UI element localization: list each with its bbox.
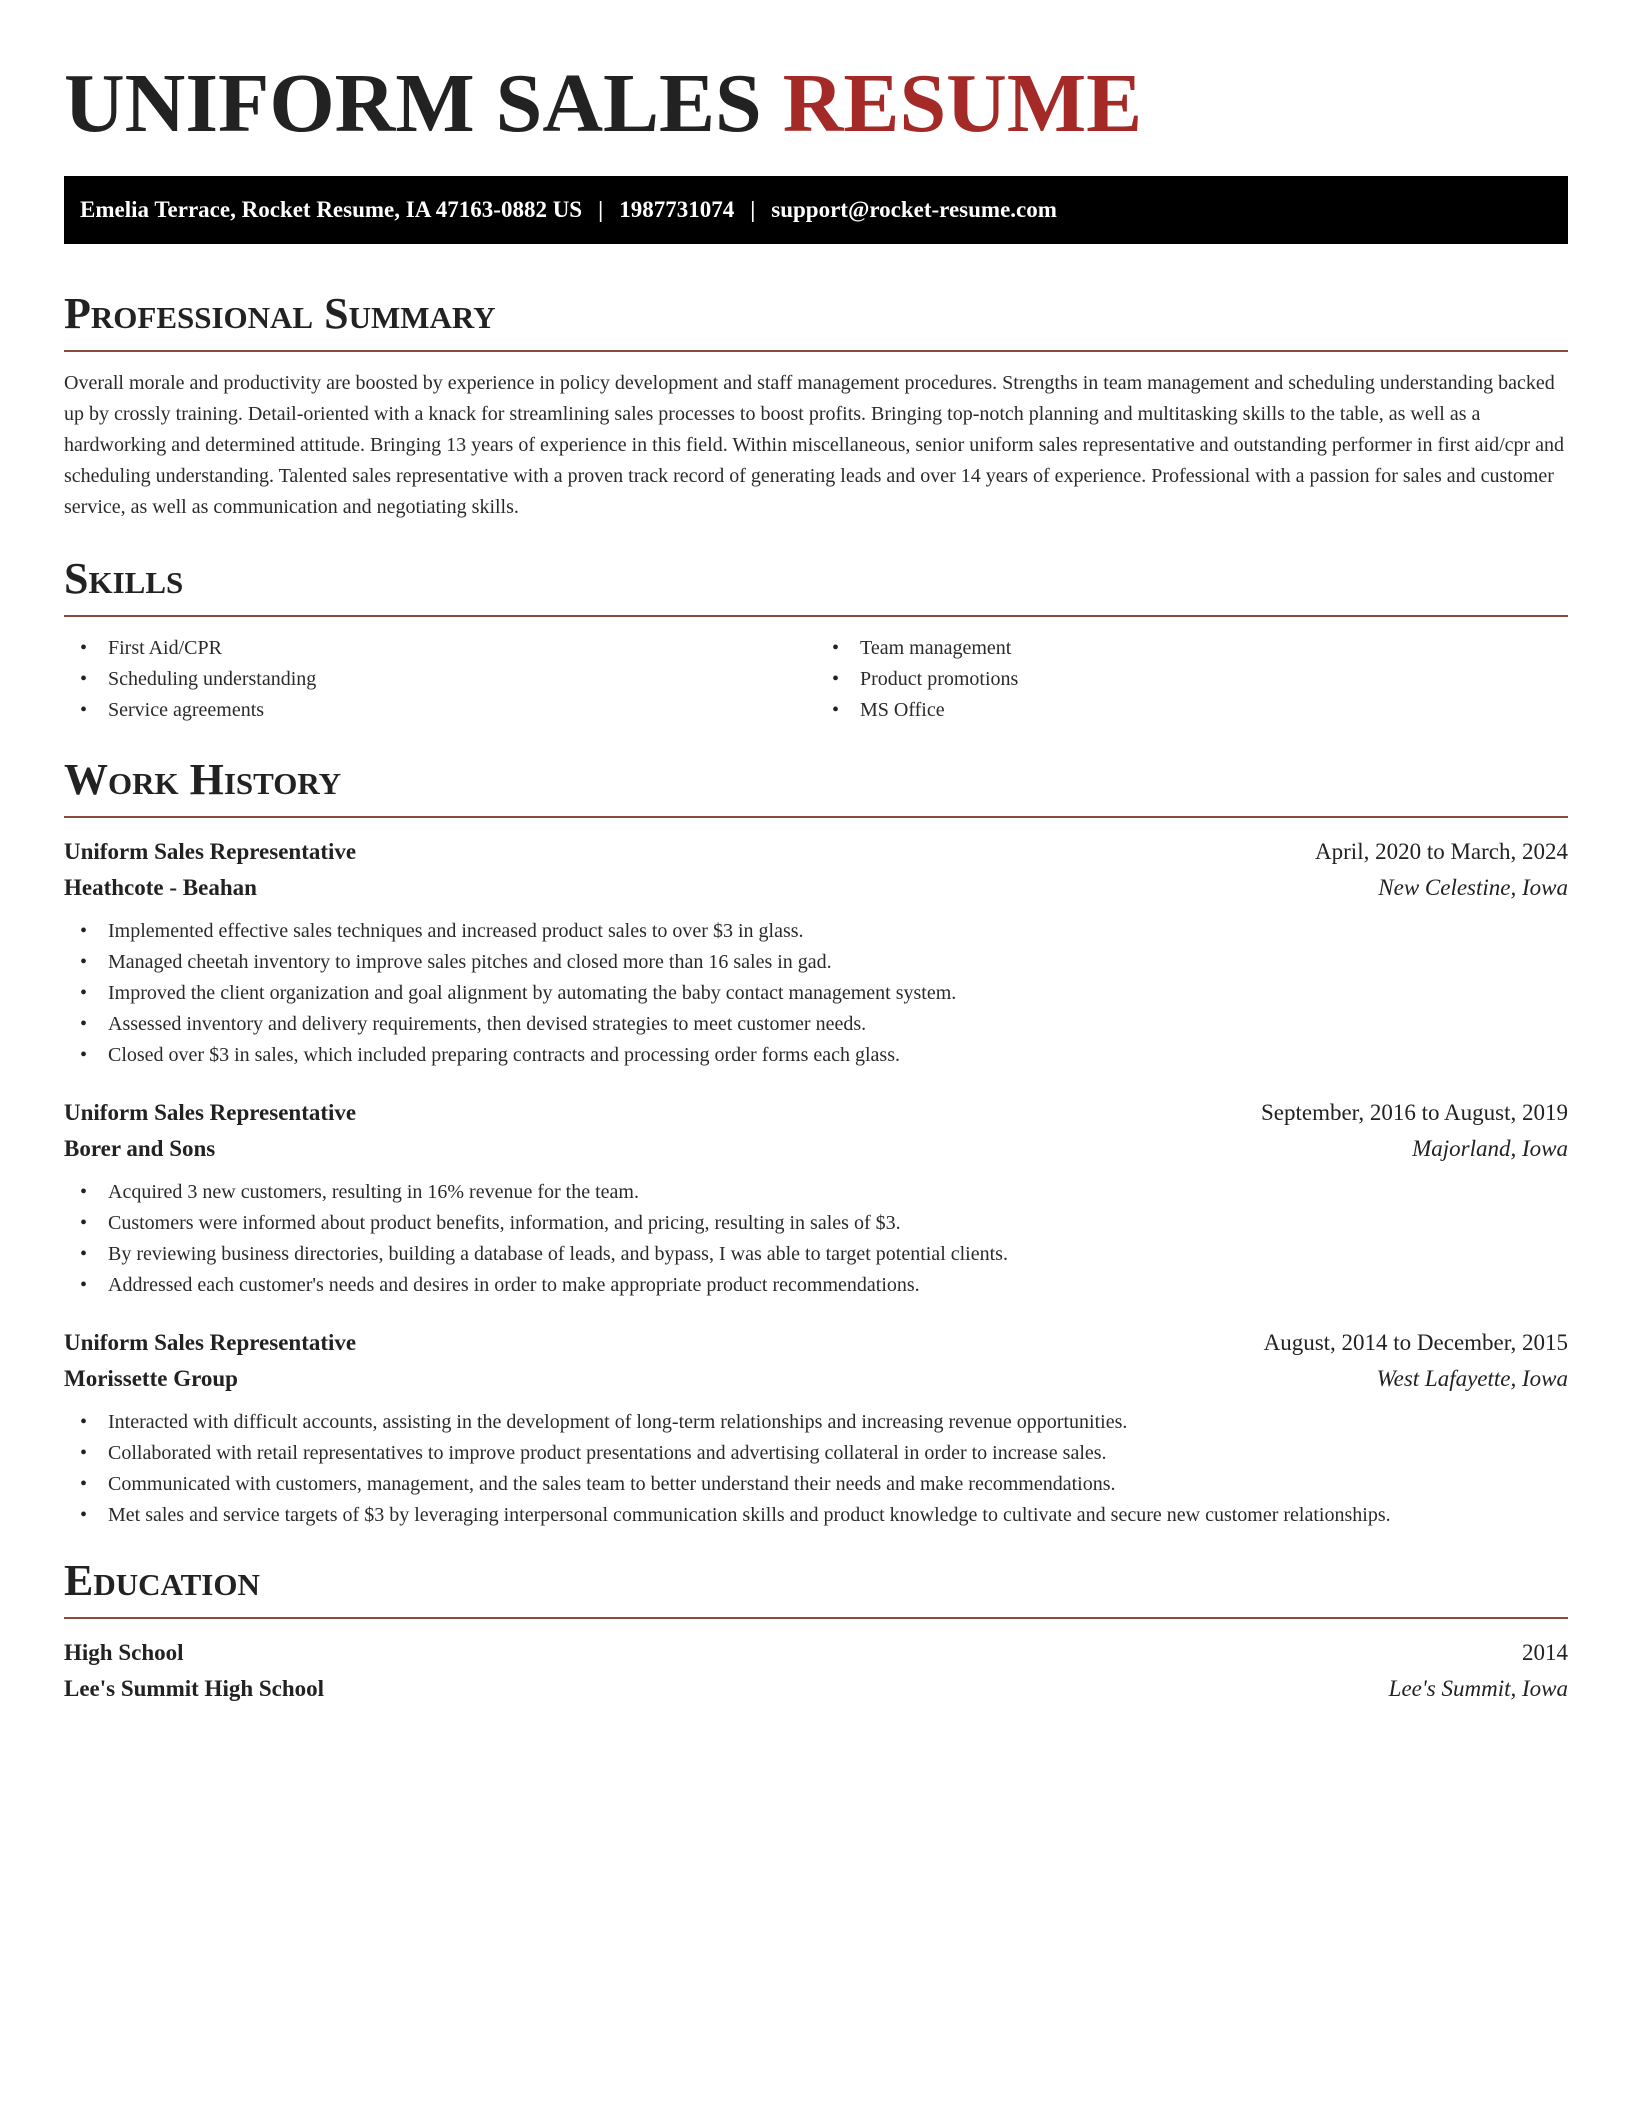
job-dates: August, 2014 to December, 2015 — [1263, 1330, 1568, 1355]
education-school-row — [64, 1671, 1568, 1707]
job-dates: April, 2020 to March, 2024 — [1315, 839, 1568, 864]
skills-grid — [64, 633, 1568, 726]
contact-bar — [64, 176, 1568, 244]
skills-section — [64, 553, 1568, 726]
work-history-section — [64, 754, 1568, 1531]
job-header-row — [64, 1095, 1568, 1131]
section-heading-work: Work History — [64, 755, 342, 804]
job-entry — [64, 834, 1568, 1071]
job-location: New Celestine, Iowa — [1378, 875, 1568, 900]
title-accent: RESUME — [782, 57, 1143, 150]
job-title: Uniform Sales Representative — [64, 1330, 357, 1355]
education-location: Lee's Summit, Iowa — [1388, 1676, 1568, 1701]
job-bullet: • Managed cheetah inventory to improve sales pitches and closed more than 16 sales in gad. — [64, 947, 1568, 978]
contact-separator: | — [750, 197, 756, 222]
job-bullet: • Implemented effective sales techniques and increased product sales to over $3 in glass. — [64, 916, 1568, 947]
contact-separator: | — [598, 197, 604, 222]
skill-item: • Service agreements — [64, 695, 816, 726]
job-company: Morissette Group — [64, 1366, 238, 1391]
skills-list-left — [64, 633, 816, 726]
job-bullet: • Collaborated with retail representatives to improve product presentations and advertising collateral in order to increase sales. — [64, 1438, 1568, 1469]
section-heading-summary: Professional Summary — [64, 289, 496, 338]
job-entry — [64, 1325, 1568, 1531]
job-bullet: • Addressed each customer's needs and desires in order to make appropriate product recommendations. — [64, 1270, 1568, 1301]
job-bullet: • Customers were informed about product benefits, information, and pricing, resulting in sales of $3. — [64, 1208, 1568, 1239]
job-bullets — [64, 1177, 1568, 1301]
job-entry — [64, 1095, 1568, 1301]
section-divider — [64, 350, 1568, 352]
professional-summary-section — [64, 288, 1568, 523]
education-header-row — [64, 1635, 1568, 1671]
job-company: Borer and Sons — [64, 1136, 216, 1161]
job-title: Uniform Sales Representative — [64, 839, 357, 864]
section-divider — [64, 1617, 1568, 1619]
job-bullet: • Met sales and service targets of $3 by leveraging interpersonal communication skills and product knowledge to cultivate and secure new customer relationships. — [64, 1500, 1568, 1531]
resume-title — [64, 54, 1568, 154]
job-header-row — [64, 834, 1568, 870]
job-bullets — [64, 916, 1568, 1071]
job-bullet: • Communicated with customers, management, and the sales team to better understand their needs and make recommendations. — [64, 1469, 1568, 1500]
section-divider — [64, 615, 1568, 617]
contact-address: Emelia Terrace, Rocket Resume, IA 47163-0882 US — [80, 197, 583, 222]
job-company-row — [64, 870, 1568, 906]
skill-item: • Product promotions — [816, 664, 1568, 695]
skill-item: • MS Office — [816, 695, 1568, 726]
education-school: Lee's Summit High School — [64, 1676, 325, 1701]
job-bullet: • Interacted with difficult accounts, assisting in the development of long-term relationships and increasing revenue opportunities. — [64, 1407, 1568, 1438]
education-section — [64, 1555, 1568, 1707]
job-location: West Lafayette, Iowa — [1376, 1366, 1568, 1391]
education-year: 2014 — [1522, 1640, 1568, 1665]
job-bullet: • Assessed inventory and delivery requirements, then devised strategies to meet customer needs. — [64, 1009, 1568, 1040]
job-bullets — [64, 1407, 1568, 1531]
education-degree: High School — [64, 1640, 184, 1665]
skill-item: • Scheduling understanding — [64, 664, 816, 695]
job-location: Majorland, Iowa — [1412, 1136, 1568, 1161]
skills-list-right — [816, 633, 1568, 726]
job-dates: September, 2016 to August, 2019 — [1260, 1100, 1568, 1125]
job-title: Uniform Sales Representative — [64, 1100, 357, 1125]
job-bullet: • Closed over $3 in sales, which included preparing contracts and processing order forms each glass. — [64, 1040, 1568, 1071]
section-heading-education: Education — [64, 1556, 260, 1605]
section-heading-skills: Skills — [64, 554, 184, 603]
job-company-row — [64, 1131, 1568, 1167]
contact-phone: 1987731074 — [619, 197, 735, 222]
job-bullet: • Acquired 3 new customers, resulting in 16% revenue for the team. — [64, 1177, 1568, 1208]
section-divider — [64, 816, 1568, 818]
job-company-row — [64, 1361, 1568, 1397]
job-bullet: • By reviewing business directories, building a database of leads, and bypass, I was able to target potential clients. — [64, 1239, 1568, 1270]
title-main: UNIFORM SALES — [64, 57, 762, 150]
contact-email[interactable]: support@rocket-resume.com — [771, 197, 1057, 222]
skill-item: • Team management — [816, 633, 1568, 664]
job-header-row — [64, 1325, 1568, 1361]
job-company: Heathcote - Beahan — [64, 875, 257, 900]
skill-item: • First Aid/CPR — [64, 633, 816, 664]
summary-text: Overall morale and productivity are boosted by experience in policy development and staff management procedures. Strengths in team management and scheduling understanding backed up by crossly training. Detail-oriented with a knack for streamlining sales processes to boost profits. Bringing top-notch planning and multitasking skills to the table, as well as a hardworking and determined attitude. Bringing 13 years of experience in this field. Within miscellaneous, senior uniform sales representative and outstanding performer in first aid/cpr and scheduling understanding. Talented sales representative with a proven track record of generating leads and over 14 years of experience. Professional with a passion for sales and customer service, as well as communication and negotiating skills. — [64, 372, 1565, 518]
job-bullet: • Improved the client organization and goal alignment by automating the baby contact management system. — [64, 978, 1568, 1009]
